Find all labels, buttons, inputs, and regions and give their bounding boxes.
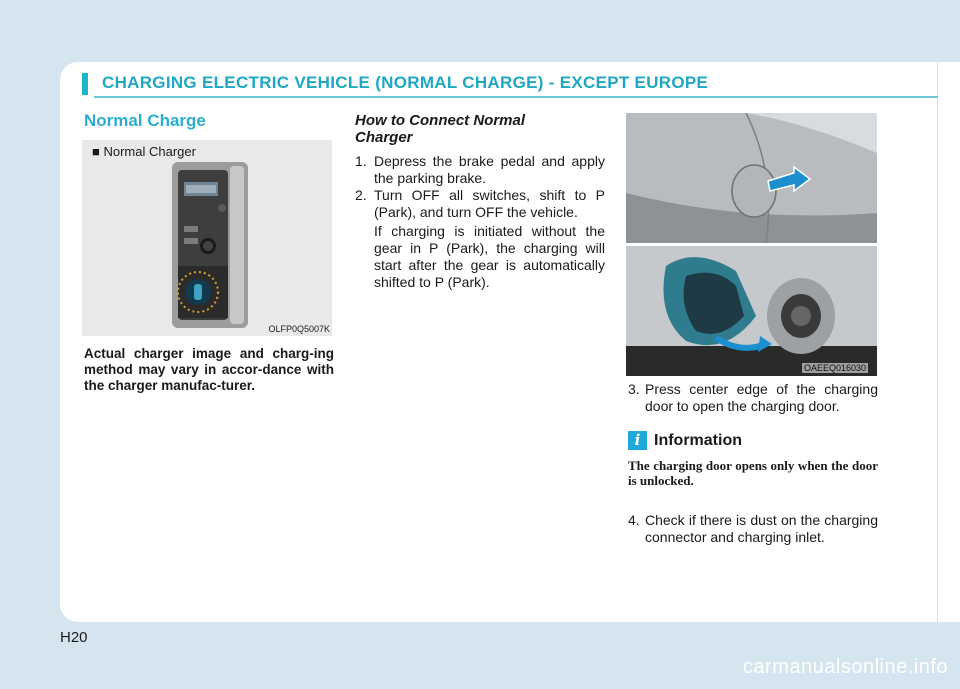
charger-illustration: [172, 162, 248, 328]
information-text: The charging door opens only when the door is unlocked.: [628, 458, 878, 488]
information-icon: i: [628, 431, 647, 450]
step-3: [628, 381, 878, 415]
section-title-normal-charge: Normal Charge: [84, 111, 206, 130]
charging-door-open-photo: [626, 246, 877, 376]
figure-code: OLFP0Q5007K: [268, 324, 330, 334]
page-number: H20: [60, 629, 88, 646]
step-2-number: 2.: [355, 187, 367, 203]
watermark-link[interactable]: carmanualsonline.info: [742, 656, 948, 678]
step-4-text: Check if there is dust on the charging connector and charging inlet.: [645, 512, 878, 545]
right-divider: [937, 62, 938, 622]
information-title: Information: [654, 432, 742, 449]
page-header-title: CHARGING ELECTRIC VEHICLE (NORMAL CHARGE) - EXCEPT EUROPE: [102, 73, 709, 92]
step-2: [355, 187, 605, 221]
step-1-text: Depress the brake pedal and apply the parking brake.: [374, 153, 605, 186]
step-2-text: Turn OFF all switches, shift to P (Park), and turn OFF the vehicle.: [374, 187, 605, 220]
step-4: [628, 512, 878, 546]
step-3-text: Press center edge of the charging door to open the charging door.: [645, 381, 878, 414]
step-4-number: 4.: [628, 512, 640, 528]
header-rule: [94, 96, 938, 98]
step-1-number: 1.: [355, 153, 367, 169]
charging-door-closed-photo: [626, 113, 877, 243]
how-to-connect-title: How to Connect Normal Charger: [355, 112, 526, 146]
disclaimer-note: Actual charger image and charg-ing method may vary in accor-dance with the charger manufac-turer.: [84, 346, 334, 393]
charger-figure: [82, 140, 332, 336]
step-1: [355, 153, 605, 187]
photo-code: OAEEQ016030: [804, 363, 867, 373]
step-3-number: 3.: [628, 381, 640, 397]
step-2-note: If charging is initiated without the gear in P (Park), the charging will start after the gear is automatically shifted to P (Park).: [374, 223, 605, 290]
figure-caption: ■ Normal Charger: [92, 144, 196, 159]
header-accent-bar: [82, 73, 88, 95]
